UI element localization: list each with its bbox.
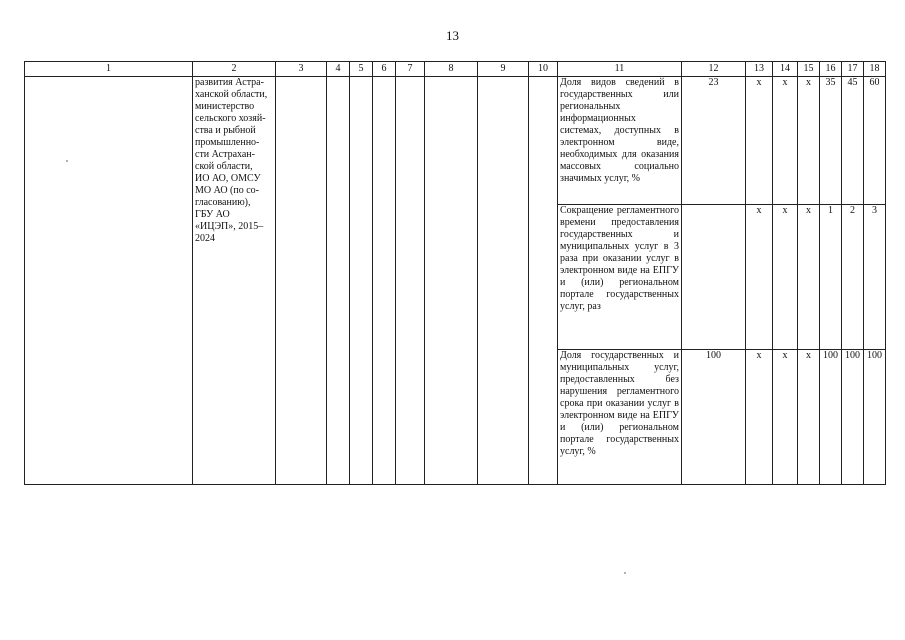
value-col15: x — [798, 77, 820, 205]
scan-speck — [624, 572, 626, 574]
cell-col8 — [425, 77, 478, 485]
col-header-1: 1 — [25, 62, 193, 77]
col-header-11: 11 — [558, 62, 682, 77]
col-header-5: 5 — [350, 62, 373, 77]
indicators-table — [24, 61, 886, 485]
cell-col4 — [327, 77, 350, 485]
value-col17: 2 — [842, 205, 864, 350]
value-col13: x — [746, 77, 773, 205]
col-header-9: 9 — [478, 62, 529, 77]
indicator-text: Доля видов сведений в государственных или региональных информационных системах, доступных в электронном виде, необходимых для оказания массовых социально значимых услуг, % — [558, 77, 682, 205]
col-header-16: 16 — [820, 62, 842, 77]
page-number: 13 — [446, 28, 459, 43]
value-col17: 45 — [842, 77, 864, 205]
value-col13: x — [746, 205, 773, 350]
value-col17: 100 — [842, 350, 864, 485]
scan-speck — [66, 160, 68, 162]
value-col15: x — [798, 205, 820, 350]
col-header-7: 7 — [396, 62, 425, 77]
col-header-2: 2 — [193, 62, 276, 77]
col-header-15: 15 — [798, 62, 820, 77]
value-col15: x — [798, 350, 820, 485]
value-col14: x — [773, 350, 798, 485]
col-header-8: 8 — [425, 62, 478, 77]
col-header-12: 12 — [682, 62, 746, 77]
indicator-text: Сокращение регламентного времени предоставления государственных и муниципальных услуг в 3 раза при оказании услуг в электронном виде на ЕПГУ и (или) региональном портале государственных услуг, раз — [558, 205, 682, 350]
col-header-4: 4 — [327, 62, 350, 77]
col-header-3: 3 — [276, 62, 327, 77]
col-header-13: 13 — [746, 62, 773, 77]
cell-col9 — [478, 77, 529, 485]
value-col16: 1 — [820, 205, 842, 350]
col-header-6: 6 — [373, 62, 396, 77]
value-col13: x — [746, 350, 773, 485]
col-header-10: 10 — [529, 62, 558, 77]
value-col14: x — [773, 205, 798, 350]
cell-col10 — [529, 77, 558, 485]
responsible-executors-cell: развития Астра- ханской области, министерство сельского хозяй- ства и рыбной промышленно- сти Астрахан- ской области, ИО АО, ОМСУ МО АО (по со- гласованию), ГБУ АО «ИЦЭП», 2015– 2024 — [193, 77, 276, 485]
cell-col5 — [350, 77, 373, 485]
cell-col1 — [25, 77, 193, 485]
header-row — [25, 62, 886, 77]
col-header-17: 17 — [842, 62, 864, 77]
value-col16: 35 — [820, 77, 842, 205]
cell-col6 — [373, 77, 396, 485]
col-header-14: 14 — [773, 62, 798, 77]
col-header-18: 18 — [864, 62, 886, 77]
value-col18: 3 — [864, 205, 886, 350]
base-value — [682, 205, 746, 350]
indicator-text: Доля государственных и муниципальных услуг, предоставленных без нарушения регламентного срока при оказании услуг в электронном виде на ЕПГУ и (или) региональном портале государственных услуг, % — [558, 350, 682, 485]
base-value: 23 — [682, 77, 746, 205]
base-value: 100 — [682, 350, 746, 485]
cell-col7 — [396, 77, 425, 485]
value-col18: 100 — [864, 350, 886, 485]
table-row — [25, 77, 886, 205]
value-col16: 100 — [820, 350, 842, 485]
value-col18: 60 — [864, 77, 886, 205]
value-col14: x — [773, 77, 798, 205]
cell-col3 — [276, 77, 327, 485]
